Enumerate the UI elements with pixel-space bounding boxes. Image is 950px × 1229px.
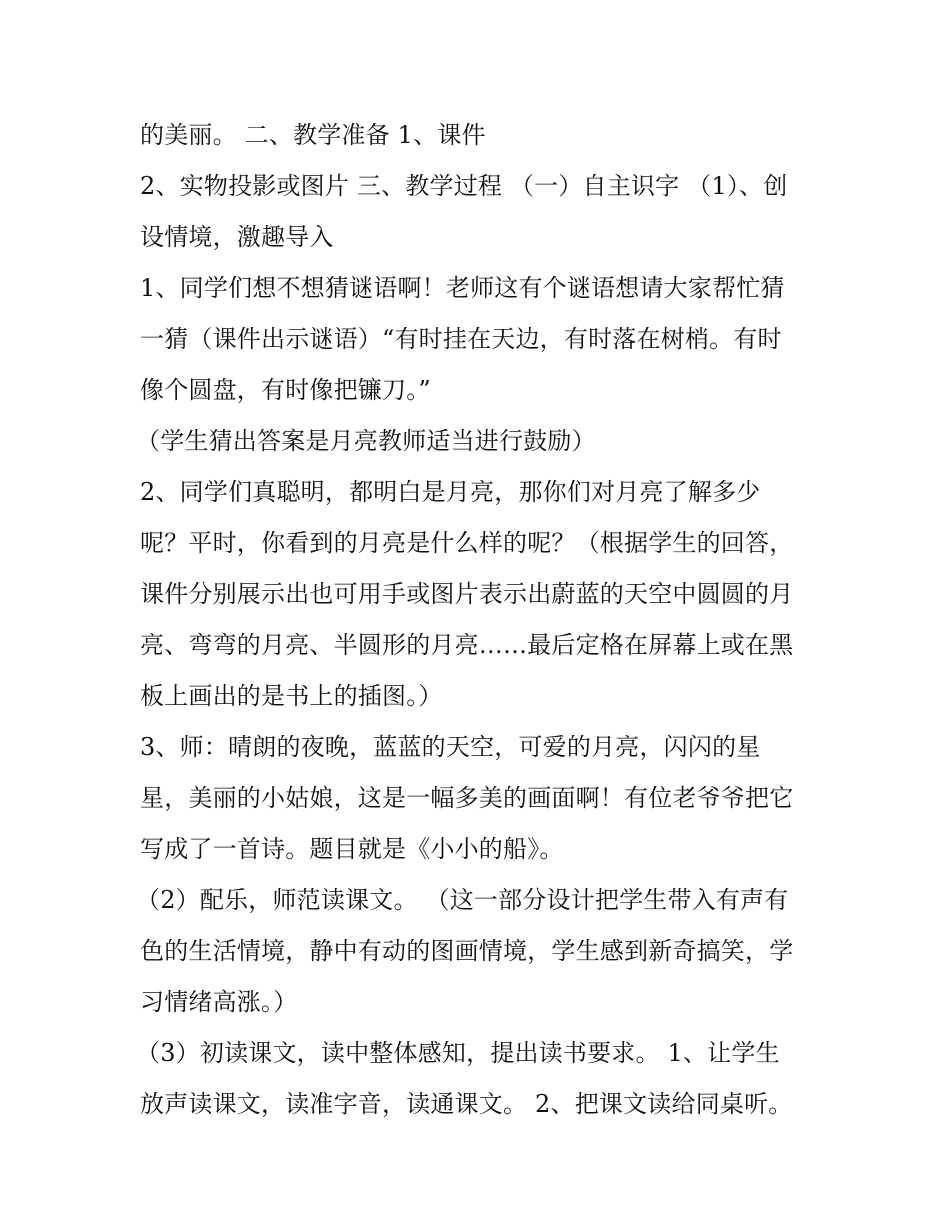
text-line: 呢？平时，你看到的月亮是什么样的呢？（根据学生的回答， (140, 529, 794, 557)
text-line: 课件分别展示出也可用手或图片表示出蔚蓝的天空中圆圆的月 (140, 580, 794, 608)
text-line: 像个圆盘，有时像把镰刀。” (140, 376, 431, 404)
text-line: （3）初读课文，读中整体感知，提出读书要求。 1、让学生 (136, 1039, 780, 1067)
text-line: 2、同学们真聪明，都明白是月亮，那你们对月亮了解多少 (140, 478, 761, 506)
text-line: （2）配乐，师范读课文。 （这一部分设计把学生带入有声有 (136, 886, 789, 914)
text-line: 的美丽。 二、教学准备 1、课件 (140, 121, 486, 149)
text-line: 1、同学们想不想猜谜语啊！老师这有个谜语想请大家帮忙猜 (140, 274, 785, 302)
text-line: 习情绪高涨。） (140, 988, 298, 1016)
text-line: 2、实物投影或图片 三、教学过程 （一）自主识字 （1）、创 (140, 172, 788, 200)
text-line: 写成了一首诗。题目就是《小小的船》。 (140, 835, 564, 863)
text-line: 设情境，激趣导入 (140, 223, 334, 251)
text-line: 亮、弯弯的月亮、半圆形的月亮……最后定格在屏幕上或在黑 (140, 631, 794, 659)
text-line: 板上画出的是书上的插图。） (140, 682, 443, 710)
text-line: 3、师：晴朗的夜晚，蓝蓝的天空，可爱的月亮，闪闪的星 (140, 733, 761, 761)
text-line: 一猜（课件出示谜语）“有时挂在天边，有时落在树梢。有时 (140, 325, 782, 353)
text-line: 放声读课文，读准字音，读通课文。 2、把课文读给同桌听。 (140, 1090, 793, 1118)
document-body (136, 110, 830, 1130)
text-line: 色的生活情境，静中有动的图画情境，学生感到新奇搞笑，学 (140, 937, 794, 965)
text-line: 星，美丽的小姑娘，这是一幅多美的画面啊！有位老爷爷把它 (140, 784, 794, 812)
text-line: （学生猜出答案是月亮教师适当进行鼓励） (136, 427, 596, 455)
